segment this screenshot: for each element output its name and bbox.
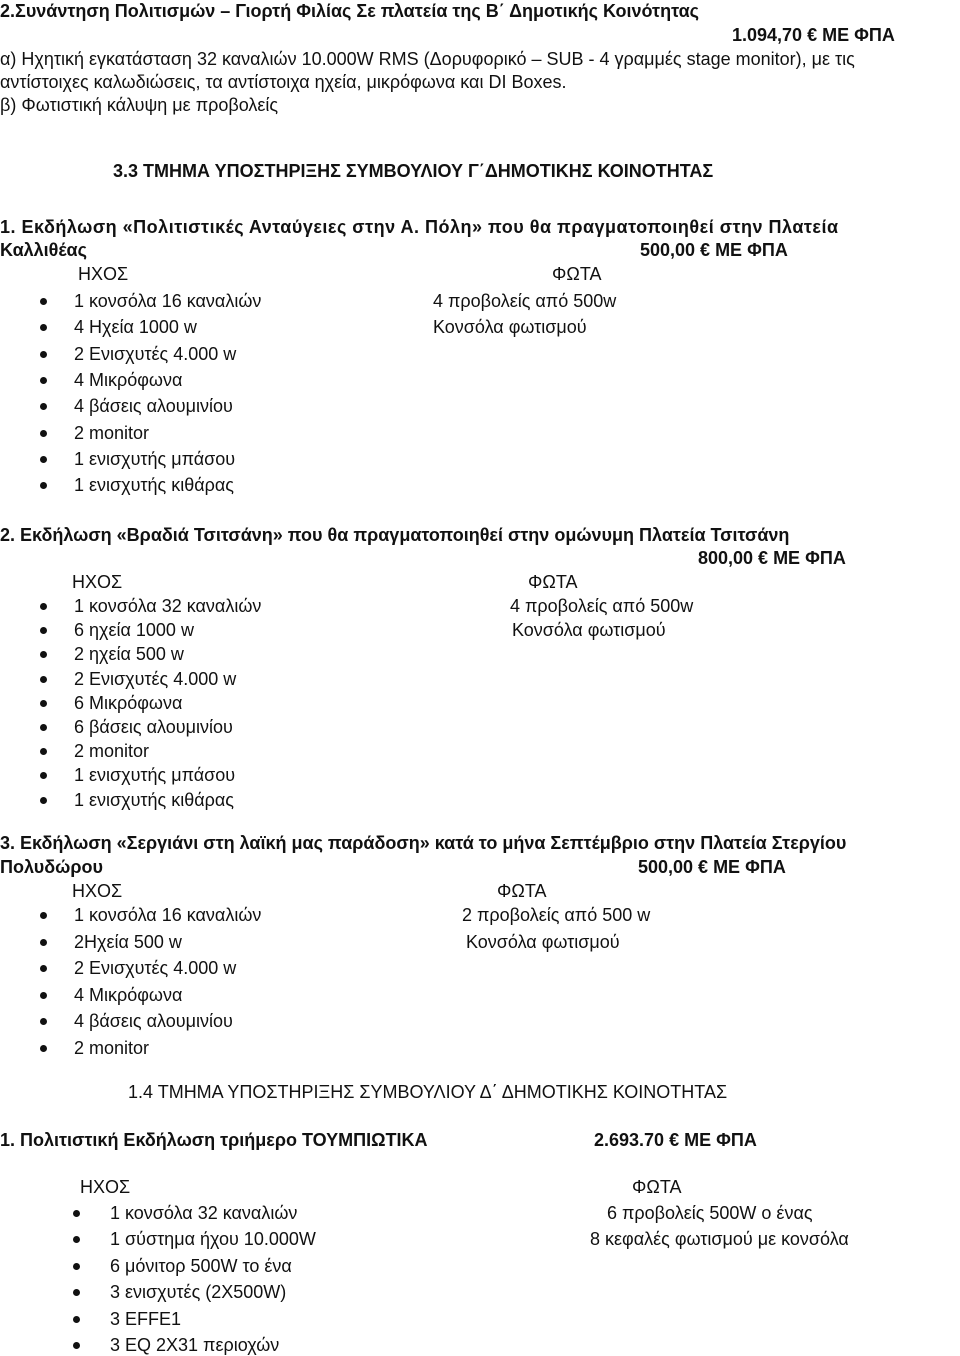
event-1-light-header: ΦΩΤΑ: [552, 264, 602, 284]
event-3-price: 500,00 € ΜΕ ΦΠΑ: [638, 857, 786, 877]
bullet-icon: [40, 1045, 47, 1052]
sound-equipment-item: 6 ηχεία 1000 w: [74, 620, 194, 640]
event-4-title: 1. Πολιτιστική Εκδήλωση τριήμερο ΤΟΥΜΠΙΩΤΙΚΑ: [0, 1130, 428, 1150]
bullet-icon: [73, 1263, 80, 1270]
sound-equipment-item: 6 βάσεις αλουμινίου: [74, 717, 233, 737]
sound-equipment-item: 1 ενισχυτής μπάσου: [74, 449, 236, 469]
bullet-icon: [40, 700, 47, 707]
bullet-icon: [40, 772, 47, 779]
section-3-3-heading: 3.3 ΤΜΗΜΑ ΥΠΟΣΤΗΡΙΞΗΣ ΣΥΜΒΟΥΛΙΟΥ Γ΄ΔΗΜΟΤΙΚΗΣ ΚΟΙΝΟΤΗΤΑΣ: [113, 161, 714, 181]
bullet-icon: [40, 627, 47, 634]
event-3-title-line1: 3. Εκδήλωση «Σεργιάνι στη λαϊκή μας παράδοση» κατά το μήνα Σεπτέμβριο στην Πλατεία Στεργίου: [0, 833, 847, 853]
bullet-icon: [40, 324, 47, 331]
bullet-icon: [40, 939, 47, 946]
bullet-icon: [73, 1342, 80, 1349]
bullet-icon: [40, 724, 47, 731]
sound-equipment-item: 2 ηχεία 500 w: [74, 644, 184, 664]
sound-equipment-item: 2 monitor: [74, 741, 150, 761]
bullet-icon: [40, 797, 47, 804]
bullet-icon: [40, 298, 47, 305]
intro-item-b: β) Φωτιστική κάλυψη με προβολείς: [0, 95, 279, 115]
event-2-sound-header: ΗΧΟΣ: [72, 572, 123, 592]
bullet-icon: [40, 403, 47, 410]
bullet-icon: [40, 992, 47, 999]
bullet-icon: [40, 748, 47, 755]
event-3-light-header: ΦΩΤΑ: [497, 881, 547, 901]
event-4-light-header: ΦΩΤΑ: [632, 1177, 682, 1197]
sound-equipment-item: 1 κονσόλα 32 καναλιών: [74, 596, 262, 616]
event-1-price: 500,00 € ΜΕ ΦΠΑ: [640, 240, 788, 260]
event-4-light-item: 8 κεφαλές φωτισμού με κονσόλα: [590, 1229, 849, 1249]
bullet-icon: [40, 377, 47, 384]
event-3-light-item: 2 προβολείς από 500 w: [462, 905, 651, 925]
sound-equipment-item: 2Ηχεία 500 w: [74, 932, 182, 952]
bullet-icon: [73, 1236, 80, 1243]
sound-equipment-item: 4 βάσεις αλουμινίου: [74, 396, 233, 416]
sound-equipment-item: 6 μόνιτορ 500W το ένα: [110, 1256, 292, 1276]
bullet-icon: [40, 651, 47, 658]
sound-equipment-item: 1 σύστημα ήχου 10.000W: [110, 1229, 316, 1249]
event-4-sound-header: ΗΧΟΣ: [80, 1177, 131, 1197]
bullet-icon: [73, 1316, 80, 1323]
bullet-icon: [40, 482, 47, 489]
sound-equipment-item: 3 ενισχυτές (2Χ500W): [110, 1282, 287, 1302]
sound-equipment-item: 2 Ενισχυτές 4.000 w: [74, 344, 237, 364]
sound-equipment-item: 2 monitor: [74, 423, 150, 443]
bullet-icon: [73, 1289, 80, 1296]
sound-equipment-item: 1 ενισχυτής μπάσου: [74, 765, 236, 785]
bullet-icon: [40, 603, 47, 610]
bullet-icon: [40, 965, 47, 972]
intro-item-a-line2: αντίστοιχες καλωδιώσεις, τα αντίστοιχα ηχεία, μικρόφωνα και DI Boxes.: [0, 72, 567, 92]
event-2-light-header: ΦΩΤΑ: [528, 572, 578, 592]
bullet-icon: [40, 456, 47, 463]
event-3-light-item: Κονσόλα φωτισμού: [466, 932, 620, 952]
intro-heading: 2.Συνάντηση Πολιτισμών – Γιορτή Φιλίας Σε πλατεία της Β΄ Δημοτικής Κοινότητας: [0, 1, 700, 21]
event-1-title-line2: Καλλιθέας: [0, 240, 87, 260]
event-1-title-line1: 1. Εκδήλωση «Πολιτιστικές Ανταύγειες στην Α. Πόλη» που θα πραγματοποιηθεί στην Πλατεία: [0, 217, 839, 237]
event-2-price: 800,00 € ΜΕ ΦΠΑ: [698, 548, 846, 568]
intro-item-a-line1: α) Ηχητική εγκατάσταση 32 καναλιών 10.000W RMS (Δορυφορικό – SUB - 4 γραμμές stage monitor), με τις: [0, 49, 855, 69]
event-3-title-line2: Πολυδώρου: [0, 857, 103, 877]
bullet-icon: [40, 912, 47, 919]
bullet-icon: [40, 351, 47, 358]
event-4-light-item: 6 προβολείς 500W ο ένας: [607, 1203, 813, 1223]
event-1-light-item: 4 προβολείς από 500w: [433, 291, 617, 311]
event-1-light-item: Κονσόλα φωτισμού: [433, 317, 587, 337]
bullet-icon: [40, 430, 47, 437]
sound-equipment-item: 3 EQ 2X31 περιοχών: [110, 1335, 280, 1355]
sound-equipment-item: 1 ενισχυτής κιθάρας: [74, 475, 234, 495]
sound-equipment-item: 1 ενισχυτής κιθάρας: [74, 790, 234, 810]
sound-equipment-item: 6 Μικρόφωνα: [74, 693, 183, 713]
sound-equipment-item: 2 monitor: [74, 1038, 150, 1058]
event-3-sound-header: ΗΧΟΣ: [72, 881, 123, 901]
bullet-icon: [40, 1018, 47, 1025]
intro-price: 1.094,70 € ΜΕ ΦΠΑ: [732, 25, 895, 45]
sound-equipment-item: 4 Μικρόφωνα: [74, 985, 183, 1005]
event-2-title-line1: 2. Εκδήλωση «Βραδιά Τσιτσάνη» που θα πραγματοποιηθεί στην ομώνυμη Πλατεία Τσιτσάνη: [0, 525, 790, 545]
sound-equipment-item: 1 κονσόλα 16 καναλιών: [74, 905, 262, 925]
sound-equipment-item: 3 EFFE1: [110, 1309, 182, 1329]
bullet-icon: [40, 676, 47, 683]
sound-equipment-item: 2 Ενισχυτές 4.000 w: [74, 669, 237, 689]
bullet-icon: [73, 1210, 80, 1217]
event-4-price: 2.693.70 € ΜΕ ΦΠΑ: [594, 1130, 757, 1150]
sound-equipment-item: 1 κονσόλα 16 καναλιών: [74, 291, 262, 311]
sound-equipment-item: 4 Ηχεία 1000 w: [74, 317, 197, 337]
sound-equipment-item: 4 Μικρόφωνα: [74, 370, 183, 390]
sound-equipment-item: 4 βάσεις αλουμινίου: [74, 1011, 233, 1031]
sound-equipment-item: 2 Ενισχυτές 4.000 w: [74, 958, 237, 978]
event-2-light-item: Κονσόλα φωτισμού: [512, 620, 666, 640]
event-1-sound-header: ΗΧΟΣ: [78, 264, 129, 284]
section-1-4-heading: 1.4 ΤΜΗΜΑ ΥΠΟΣΤΗΡΙΞΗΣ ΣΥΜΒΟΥΛΙΟΥ Δ΄ ΔΗΜΟΤΙΚΗΣ ΚΟΙΝΟΤΗΤΑΣ: [128, 1082, 728, 1102]
sound-equipment-item: 1 κονσόλα 32 καναλιών: [110, 1203, 298, 1223]
event-2-light-item: 4 προβολείς από 500w: [510, 596, 694, 616]
